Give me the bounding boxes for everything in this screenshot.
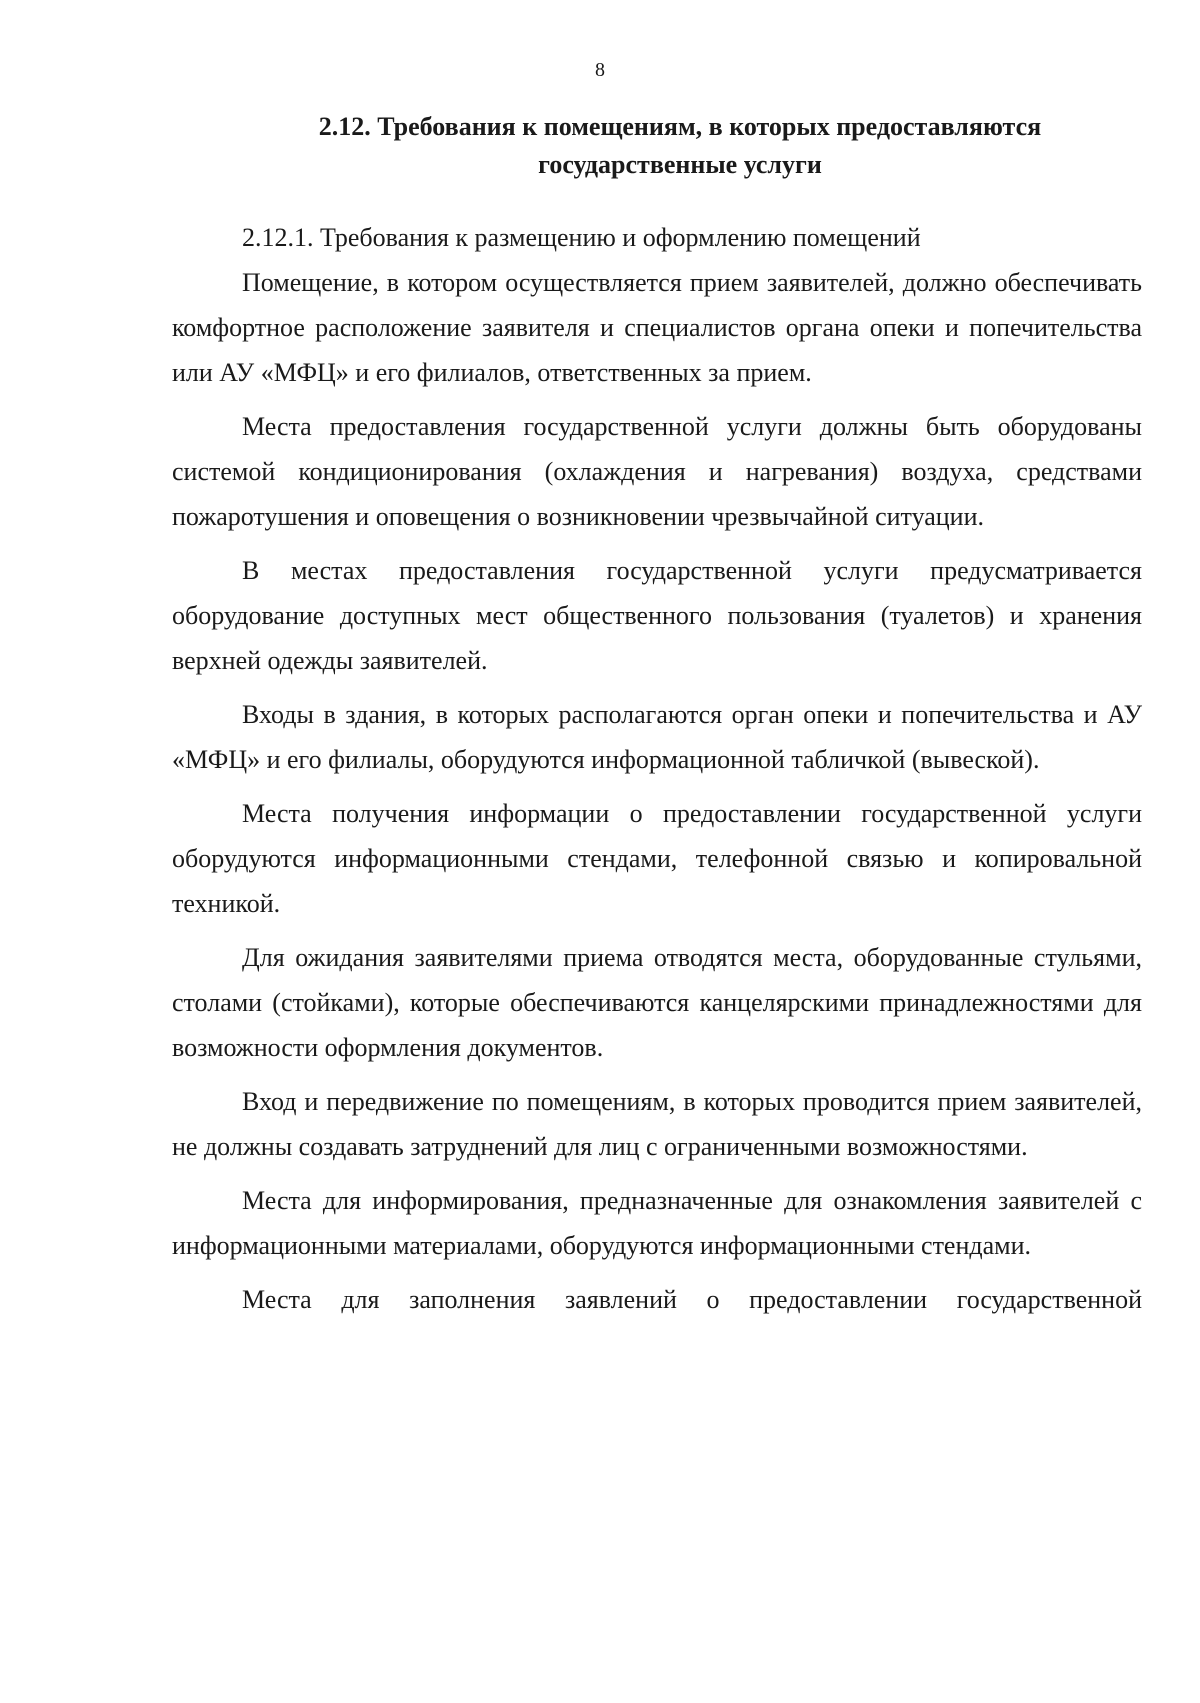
section-heading: 2.12. Требования к помещениям, в которых предоставляются государственные услуги xyxy=(318,112,1042,179)
document-body xyxy=(172,215,1142,1331)
paragraph: Вход и передвижение по помещениям, в которых проводится прием заявителей, не должны создавать затруднений для лиц с ограниченными возможностями. xyxy=(172,1087,1142,1161)
paragraph: Входы в здания, в которых располагаются орган опеки и попечительства и АУ «МФЦ» и его филиалы, оборудуются информационной табличкой (вывеской). xyxy=(172,700,1142,774)
paragraph: Места для информирования, предназначенные для ознакомления заявителей с информационными материалами, оборудуются информационными стендами. xyxy=(172,1186,1142,1260)
paragraph: Места получения информации о предоставлении государственной услуги оборудуются информационными стендами, телефонной связью и копировальной техникой. xyxy=(172,799,1142,918)
page-number: 8 xyxy=(595,59,605,81)
paragraph: Для ожидания заявителями приема отводятся места, оборудованные стульями, столами (стойками), которые обеспечиваются канцелярскими принадлежностями для возможности оформления документов. xyxy=(172,943,1142,1062)
paragraph: В местах предоставления государственной услуги предусматривается оборудование доступных мест общественного пользования (туалетов) и хранения верхней одежды заявителей. xyxy=(172,556,1142,675)
paragraph: Места для заполнения заявлений о предоставлении государственной xyxy=(242,1285,1142,1314)
subsection-title: 2.12.1. Требования к размещению и оформлению помещений xyxy=(242,223,921,252)
paragraph: Места предоставления государственной услуги должны быть оборудованы системой кондиционирования (охлаждения и нагревания) воздуха, средствами пожаротушения и оповещения о возникновении чрезвычайной ситуации. xyxy=(172,412,1142,531)
paragraph: Помещение, в котором осуществляется прием заявителей, должно обеспечивать комфортное расположение заявителя и специалистов органа опеки и попечительства или АУ «МФЦ» и его филиалов, ответственных за прием. xyxy=(172,268,1142,387)
